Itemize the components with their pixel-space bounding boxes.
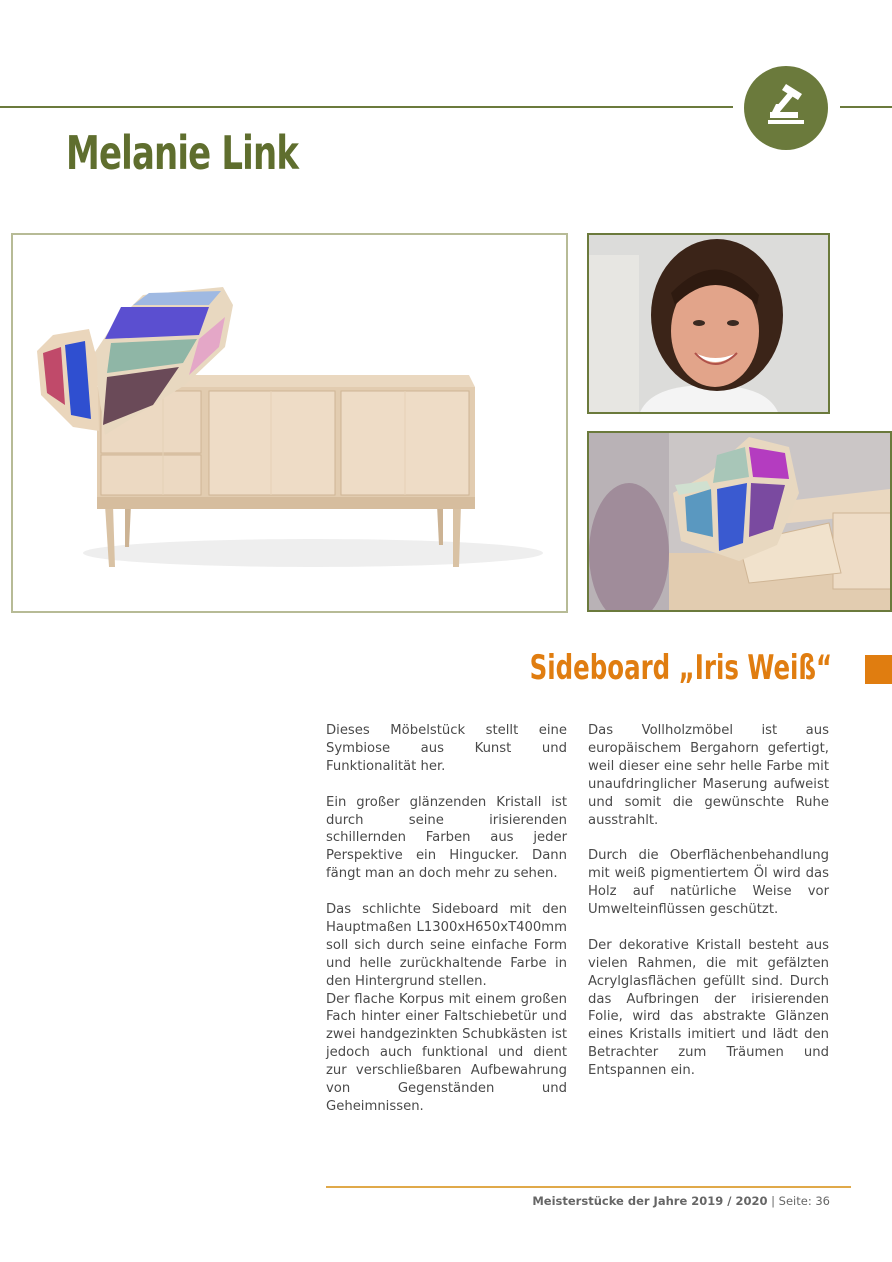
article-column-right <box>588 722 829 1098</box>
footer-rule <box>326 1186 851 1188</box>
paragraph: Durch die Oberflächenbehandlung mit weiß pigmentiertem Öl wird das Holz auf natürliche Weise vor Umwelteinflüssen geschützt. <box>588 848 829 918</box>
section-marker <box>865 655 892 684</box>
category-badge <box>744 66 828 150</box>
paragraph: Der dekorative Kristall besteht aus vielen Rahmen, die mit gefälzten Acrylglasflächen gefüllt sind. Durch das Aufbringen der irisierenden Folie, wird das abstrakte Glänzen eines Kristalls imitiert und lädt den Betrachter zum Träumen und Entspannen ein. <box>588 937 829 1079</box>
paragraph: Das schlichte Sideboard mit den Hauptmaßen L1300xH650xT400mm soll sich durch seine einfache Form und helle zurückhaltende Farbe in den Hintergrund stellen. <box>326 902 567 989</box>
designer-name: Melanie Link <box>66 126 299 180</box>
publication-title: Meisterstücke der Jahre 2019 / 2020 <box>532 1194 768 1208</box>
paragraph: Das Vollholzmöbel ist aus europäischem Bergahorn gefertigt, weil dieser eine sehr helle Farbe mit unaufdringlicher Maserung aufweist und somit die gewünschte Ruhe ausstrahlt. <box>588 723 829 828</box>
main-product-photo <box>11 233 568 613</box>
header-rule-right <box>840 106 892 108</box>
page-footer <box>532 1194 830 1208</box>
article-title: Sideboard „Iris Weiß“ <box>529 648 832 688</box>
article-column-left <box>326 722 567 1134</box>
paragraph: Der flache Korpus mit einem großen Fach hinter einer Faltschiebetür und zwei handgezinkten Schubkästen ist jedoch auch funktional und dient zur verschließbaren Aufbewahrung von Gegenständen und Geheimnissen. <box>326 991 567 1114</box>
footer-separator: | <box>771 1194 776 1208</box>
paragraph: Dieses Möbelstück stellt eine Symbiose aus Kunst und Funktionalität her. <box>326 723 567 774</box>
portrait-photo <box>587 233 830 414</box>
paragraph: Ein großer glänzenden Kristall ist durch seine irisierenden schillernden Farben aus jeder Perspektive ein Hingucker. Dann fängt man an doch mehr zu sehen. <box>326 794 567 882</box>
header-rule-left <box>0 106 733 108</box>
crystal-detail-photo <box>587 431 892 612</box>
page-number: Seite: 36 <box>778 1194 830 1208</box>
hammer-plane-icon <box>762 82 810 132</box>
